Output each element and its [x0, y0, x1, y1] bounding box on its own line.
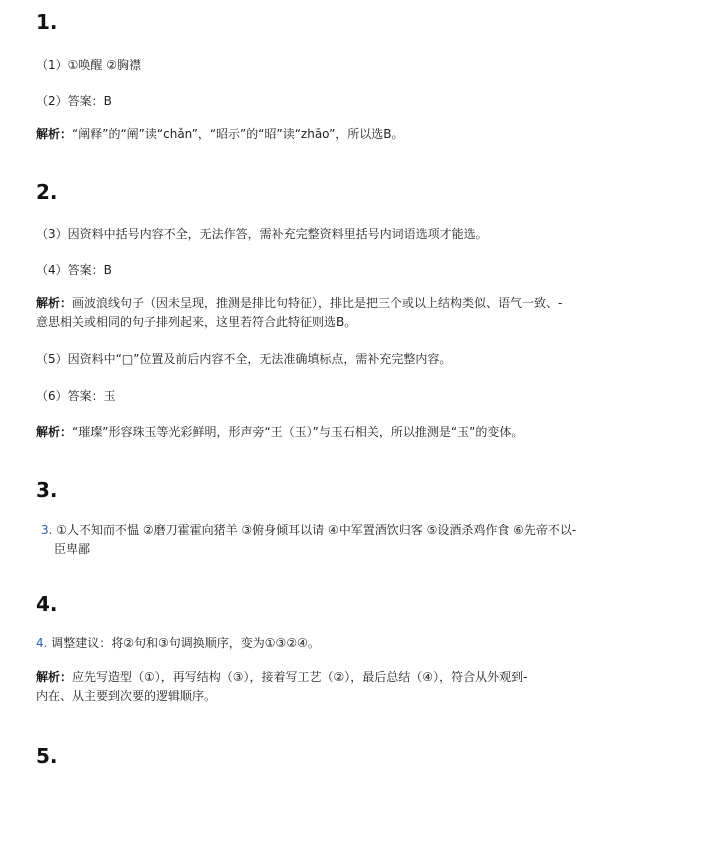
item-text: 答案：B [67, 94, 112, 108]
item-text: 因资料中括号内容不全，无法作答，需补充完整资料里括号内词语选项才能选。 [67, 227, 488, 241]
analysis-text-line2: 意思相关或相同的句子排列起来，这里若符合此特征则选B。 [36, 315, 357, 329]
item-text: 调整建议：将②句和③句调换顺序，变为①③②④。 [51, 636, 320, 650]
answer-list-item [36, 521, 714, 559]
item-label: （1） [36, 58, 68, 72]
analysis-text-line1: 应先写造型（①），再写结构（③），接着写工艺（②），最后总结（④），符合从外观到- [72, 670, 528, 684]
item-text: 因资料中“□”位置及前后内容不全，无法准确填标点，需补充完整内容。 [67, 352, 452, 366]
item-text: ①唤醒 ②胸襟 [67, 58, 141, 72]
answer-item [36, 350, 696, 369]
analysis-label: 解析 [36, 425, 61, 439]
item-label: （3） [36, 227, 68, 241]
item-label: （6） [36, 389, 68, 403]
label-separator: ： [60, 425, 73, 439]
item-text: 答案：玉 [67, 389, 116, 403]
item-text-line2: 臣卑鄙 [54, 542, 91, 556]
analysis-item [36, 294, 696, 332]
analysis-item [36, 125, 696, 144]
section-heading-4: 4. [36, 592, 58, 616]
answer-item [36, 261, 696, 280]
section-heading-5: 5. [36, 744, 58, 768]
analysis-label: 解析 [36, 670, 61, 684]
item-label: （4） [36, 263, 68, 277]
answer-item [36, 92, 696, 111]
item-label: （2） [36, 94, 68, 108]
item-text-line1: ①人不知而不愠 ②磨刀霍霍向猪羊 ③俯身倾耳以请 ④中军置酒饮归客 ⑤设酒杀鸡作食 ⑥先帝不以- [56, 523, 577, 537]
analysis-item [36, 668, 696, 706]
analysis-text-line1: 画波浪线句子（因未呈现，推测是排比句特征），排比是把三个或以上结构类似、语气一致、- [72, 296, 563, 310]
analysis-item [36, 423, 696, 442]
label-separator: ： [60, 670, 73, 684]
analysis-label: 解析 [36, 127, 61, 141]
list-number: 3. [41, 523, 53, 537]
answer-item [36, 225, 696, 244]
analysis-label: 解析 [36, 296, 61, 310]
label-separator: ： [60, 127, 73, 141]
answer-list-item [36, 634, 696, 653]
analysis-text: “璀璨”形容珠玉等光彩鲜明，形声旁“王（玉）”与玉石相关，所以推测是“玉”的变体。 [72, 425, 524, 439]
section-heading-3: 3. [36, 478, 58, 502]
analysis-text: “阐释”的“阐”读“chǎn”，“昭示”的“昭”读“zhāo”，所以选B。 [72, 127, 404, 141]
analysis-text-line2: 内在、从主要到次要的逻辑顺序。 [36, 689, 217, 703]
list-number: 4. [36, 636, 48, 650]
label-separator: ： [60, 296, 73, 310]
section-heading-1: 1. [36, 10, 58, 34]
item-label: （5） [36, 352, 68, 366]
answer-item [36, 56, 696, 75]
item-text: 答案：B [67, 263, 112, 277]
section-heading-2: 2. [36, 180, 58, 204]
answer-item [36, 387, 696, 406]
